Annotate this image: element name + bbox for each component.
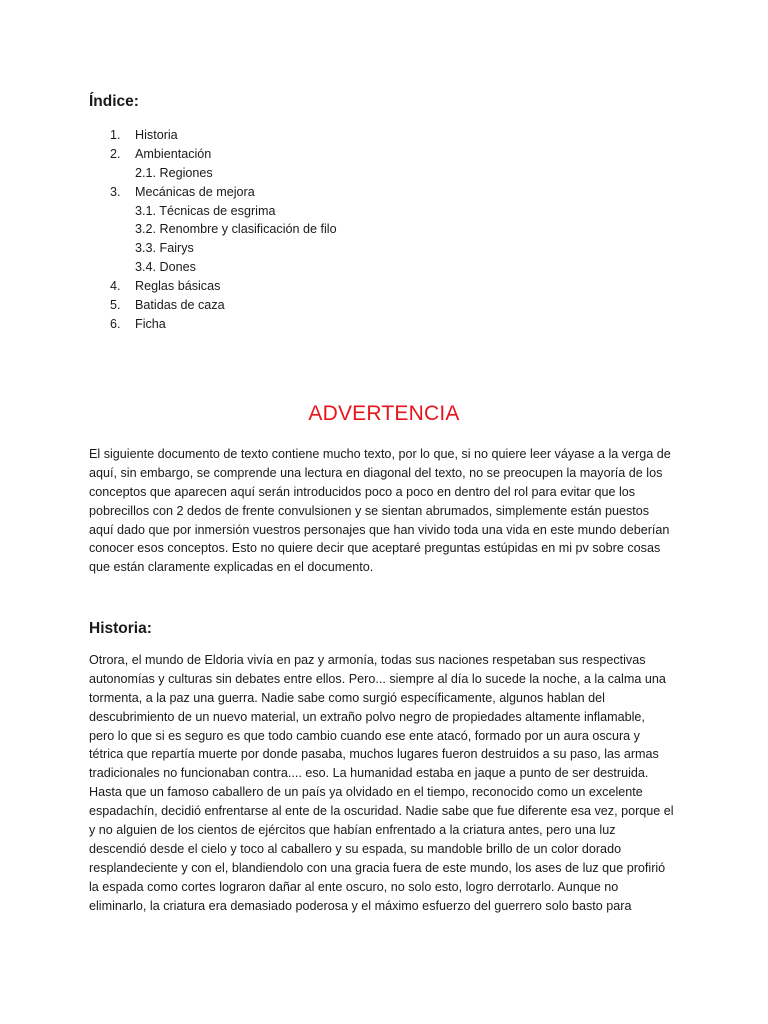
text-line: descendió desde el cielo y toco al caballero y su espada, su mandoble brillo de un color dorado — [89, 841, 622, 856]
warning-title: ADVERTENCIA — [308, 402, 460, 425]
toc-item-label: 2.1. Regiones — [135, 165, 213, 180]
toc-item-number: 5. — [110, 298, 121, 313]
text-line: Hasta que un famoso caballero de un país ya olvidado en el tiempo, reconocido como un excelente — [89, 785, 643, 800]
toc-item-label: 3.2. Renombre y clasificación de filo — [135, 222, 337, 237]
toc-item-label: Ficha — [135, 316, 166, 331]
text-line: tradicionales no funcionaban contra.... eso. La humanidad estaba en jaque a punto de ser destruida. — [89, 766, 649, 781]
text-line: El siguiente documento de texto contiene mucho texto, por lo que, si no quiere leer váyase a la verga de — [89, 447, 671, 461]
text-line: pero lo que si es seguro es que todo cambio cuando ese ente atacó, formado por un aura oscura y — [89, 728, 640, 743]
text-line: que están claramente explicadas en el documento. — [89, 560, 374, 575]
toc-item-label: Mecánicas de mejora — [135, 184, 255, 199]
toc-item-number: 2. — [110, 146, 121, 161]
text-line: resplandeciente y con el, blandiendolo con una gracia fuera de este mundo, los ases de luz que profirió — [89, 860, 666, 875]
toc-item-label: Ambientación — [135, 146, 212, 161]
text-line: eliminarlo, la criatura era demasiado poderosa y el máximo esfuerzo del guerrero solo basto para — [89, 898, 632, 913]
toc-item-label: 3.3. Fairys — [135, 241, 194, 256]
text-line: espadachín, decidió enfrentarse al ente de la oscuridad. Nadie sabe que fue diferente esa vez, porque el — [89, 804, 674, 819]
toc-item-label: 3.1. Técnicas de esgrima — [135, 203, 276, 218]
text-line: tétrica que repartía muerte por donde pasaba, muchos lugares fueron destruidos a su paso, las armas — [89, 747, 659, 762]
toc-item-number: 6. — [110, 316, 121, 331]
toc-item-label: Batidas de caza — [135, 298, 225, 313]
text-line: la espada como cortes lograron dañar al ente oscuro, no solo esto, logro derrotarlo. Aunque no — [89, 879, 619, 894]
text-line: pobrecillos con 2 dedos de frente convulsionen y se sientan abrumados, simplemente están puestos — [89, 503, 650, 518]
toc-item-label: Historia — [135, 128, 178, 142]
toc-item-number: 4. — [110, 279, 121, 294]
text-line: conceptos que aparecen aquí serán introducidos poco a poco en dentro del rol para evitar que los — [89, 484, 636, 499]
text-line: aquí, sin embargo, se comprende una lectura en diagonal del texto, no se preocupen la mayoría de los — [89, 465, 663, 480]
toc-item-label: 3.4. Dones — [135, 260, 196, 275]
text-line: conocer esos conceptos. Esto no quiere decir que aceptaré preguntas estúpidas en mi pv sobre cosas — [89, 541, 661, 556]
text-line: Otrora, el mundo de Eldoria vivía en paz y armonía, todas sus naciones respetaban sus respectivas — [89, 653, 646, 667]
text-line: descubrimiento de un nuevo material, un extraño polvo negro de propiedades altamente inflamable, — [89, 709, 645, 724]
index-heading: Índice: — [89, 93, 139, 110]
toc-item-number: 3. — [110, 184, 121, 199]
text-line: y no alguien de los cientos de ejércitos que habían enfrentado a la criatura antes, pero una luz — [89, 823, 616, 838]
text-line: aquí dado que por inmersión vuestros personajes que han vivido toda una vida en este mundo deberían — [89, 522, 670, 537]
historia-heading: Historia: — [89, 620, 152, 637]
warning-paragraph — [89, 445, 671, 577]
toc-item-number: 1. — [110, 128, 121, 142]
text-line: tormenta, a la paz una guerra. Nadie sabe como surgió específicamente, algunos hablan del — [89, 690, 605, 705]
historia-paragraph — [89, 651, 674, 915]
toc-item-label: Reglas básicas — [135, 279, 221, 294]
text-line: autonomías y culturas sin debates entre ellos. Pero... siempre al día lo sucede la noche, a la calma una — [89, 671, 666, 686]
